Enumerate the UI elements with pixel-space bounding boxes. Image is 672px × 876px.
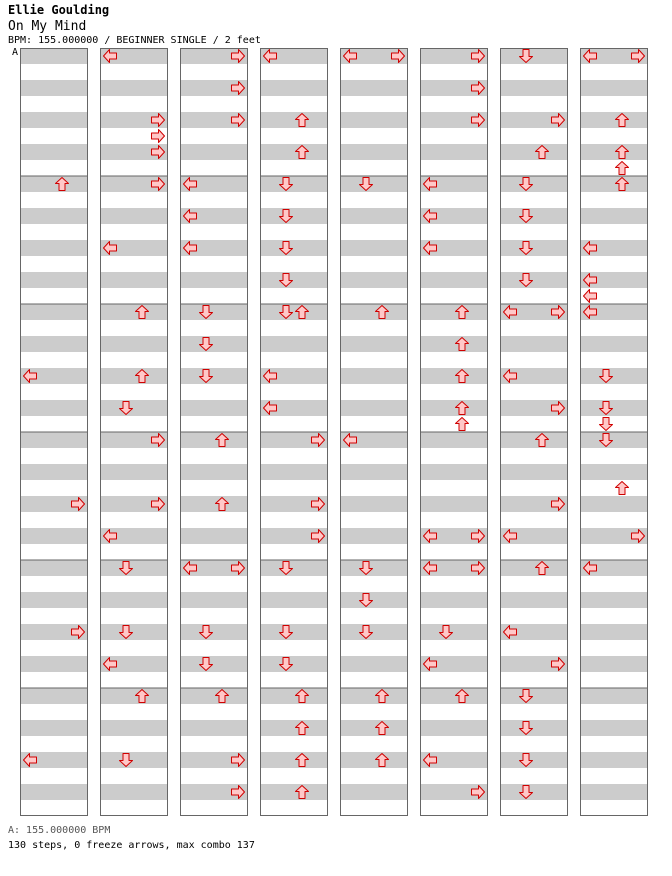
beat-stripe: [340, 400, 408, 416]
beat-stripe: [420, 688, 488, 704]
beat-stripe: [580, 496, 648, 512]
beat-stripe: [420, 400, 488, 416]
beat-stripe: [420, 144, 488, 160]
beat-stripe: [260, 80, 328, 96]
beat-stripe: [100, 624, 168, 640]
beat-stripe: [420, 592, 488, 608]
chart-column: [580, 48, 648, 816]
beat-stripe: [100, 752, 168, 768]
beat-stripe: [500, 592, 568, 608]
beat-stripe: [100, 464, 168, 480]
chart-column: [500, 48, 568, 816]
beat-stripe: [580, 208, 648, 224]
beat-stripe: [260, 240, 328, 256]
beat-stripe: [500, 176, 568, 192]
beat-stripe: [180, 272, 248, 288]
beat-stripe: [340, 624, 408, 640]
beat-stripe: [580, 336, 648, 352]
beat-stripe: [260, 560, 328, 576]
beat-stripe: [100, 688, 168, 704]
beat-stripe: [260, 720, 328, 736]
arrow-right-icon: [152, 130, 165, 143]
beat-stripe: [180, 336, 248, 352]
beat-stripe: [20, 272, 88, 288]
beat-stripe: [580, 688, 648, 704]
beat-stripe: [420, 336, 488, 352]
beat-stripe: [20, 560, 88, 576]
beat-stripe: [580, 432, 648, 448]
beat-stripe: [100, 80, 168, 96]
beat-stripe: [340, 144, 408, 160]
beat-stripe: [340, 176, 408, 192]
beat-stripe: [20, 304, 88, 320]
beat-stripe: [180, 720, 248, 736]
beat-stripe: [580, 592, 648, 608]
beat-stripe: [20, 48, 88, 64]
beat-stripe: [100, 720, 168, 736]
beat-stripe: [260, 208, 328, 224]
beat-stripe: [20, 240, 88, 256]
beat-stripe: [260, 784, 328, 800]
beat-stripe: [340, 240, 408, 256]
beat-stripe: [260, 272, 328, 288]
beat-stripe: [500, 720, 568, 736]
beat-stripe: [340, 560, 408, 576]
beat-stripe: [20, 528, 88, 544]
beat-stripe: [340, 752, 408, 768]
beat-stripe: [180, 464, 248, 480]
arrow-down-icon: [600, 418, 613, 431]
beat-stripe: [260, 752, 328, 768]
beat-stripe: [340, 112, 408, 128]
beat-stripe: [20, 432, 88, 448]
beat-stripe: [20, 688, 88, 704]
beat-stripe: [420, 272, 488, 288]
beat-stripe: [180, 592, 248, 608]
beat-stripe: [180, 304, 248, 320]
beat-stripe: [100, 400, 168, 416]
beat-stripe: [260, 336, 328, 352]
beat-stripe: [580, 624, 648, 640]
beat-stripe: [260, 592, 328, 608]
chart-column: [100, 48, 168, 816]
beat-stripe: [580, 720, 648, 736]
chart-column: [20, 48, 88, 816]
arrow-left-icon: [584, 290, 597, 303]
beat-stripe: [260, 176, 328, 192]
arrow-up-icon: [616, 482, 629, 495]
beat-stripe: [580, 144, 648, 160]
beat-stripe: [500, 464, 568, 480]
beat-stripe: [260, 464, 328, 480]
beat-stripe: [500, 144, 568, 160]
beat-stripe: [100, 784, 168, 800]
beat-stripe: [180, 656, 248, 672]
beat-stripe: [500, 240, 568, 256]
beat-stripe: [500, 560, 568, 576]
beat-stripe: [260, 304, 328, 320]
beat-stripe: [20, 720, 88, 736]
beat-stripe: [340, 528, 408, 544]
beat-stripe: [580, 656, 648, 672]
beat-stripe: [100, 208, 168, 224]
beat-stripe: [580, 368, 648, 384]
beat-stripe: [420, 624, 488, 640]
beat-stripe: [340, 720, 408, 736]
beat-stripe: [340, 336, 408, 352]
beat-stripe: [580, 784, 648, 800]
footer-bpm: A: 155.000000 BPM: [8, 825, 111, 836]
song-artist: Ellie Goulding: [8, 3, 110, 17]
beat-stripe: [100, 304, 168, 320]
beat-stripe: [260, 144, 328, 160]
beat-stripe: [580, 176, 648, 192]
beat-stripe: [580, 464, 648, 480]
beat-stripe: [100, 560, 168, 576]
song-title: On My Mind: [8, 19, 87, 34]
beat-stripe: [20, 656, 88, 672]
beat-stripe: [580, 112, 648, 128]
bpm-marker-label: A: [12, 47, 19, 58]
chart-info: BPM: 155.000000 / BEGINNER SINGLE / 2 feet: [8, 35, 261, 46]
beat-stripe: [260, 112, 328, 128]
beat-stripe: [20, 80, 88, 96]
beat-stripe: [20, 112, 88, 128]
beat-stripe: [340, 784, 408, 800]
beat-stripe: [20, 144, 88, 160]
beat-stripe: [580, 400, 648, 416]
beat-stripe: [20, 464, 88, 480]
beat-stripe: [580, 80, 648, 96]
beat-stripe: [420, 432, 488, 448]
chart-column: [340, 48, 408, 816]
beat-stripe: [100, 336, 168, 352]
chart-column: [260, 48, 328, 816]
beat-stripe: [100, 368, 168, 384]
beat-stripe: [340, 208, 408, 224]
beat-stripe: [340, 464, 408, 480]
beat-stripe: [340, 368, 408, 384]
chart-column: [180, 48, 248, 816]
arrow-up-icon: [456, 418, 469, 431]
beat-stripe: [100, 592, 168, 608]
beat-stripe: [180, 400, 248, 416]
beat-stripe: [500, 752, 568, 768]
beat-stripe: [180, 368, 248, 384]
beat-stripe: [500, 336, 568, 352]
beat-stripe: [180, 432, 248, 448]
beat-stripe: [20, 400, 88, 416]
beat-stripe: [340, 80, 408, 96]
beat-stripe: [500, 48, 568, 64]
beat-stripe: [500, 688, 568, 704]
beat-stripe: [500, 208, 568, 224]
beat-stripe: [340, 272, 408, 288]
beat-stripe: [340, 304, 408, 320]
beat-stripe: [500, 80, 568, 96]
beat-stripe: [180, 496, 248, 512]
beat-stripe: [420, 464, 488, 480]
beat-stripe: [340, 656, 408, 672]
beat-stripe: [180, 624, 248, 640]
beat-stripe: [260, 656, 328, 672]
beat-stripe: [420, 304, 488, 320]
beat-stripe: [500, 432, 568, 448]
beat-stripe: [100, 272, 168, 288]
beat-stripe: [340, 592, 408, 608]
beat-stripe: [20, 784, 88, 800]
arrow-up-icon: [616, 162, 629, 175]
chart-column: [420, 48, 488, 816]
beat-stripe: [180, 144, 248, 160]
beat-stripe: [260, 624, 328, 640]
beat-stripe: [20, 592, 88, 608]
footer-stats: 130 steps, 0 freeze arrows, max combo 137: [8, 840, 255, 851]
beat-stripe: [500, 784, 568, 800]
beat-stripe: [20, 176, 88, 192]
beat-stripe: [420, 720, 488, 736]
beat-stripe: [500, 272, 568, 288]
beat-stripe: [420, 368, 488, 384]
beat-stripe: [340, 496, 408, 512]
beat-stripe: [20, 208, 88, 224]
beat-stripe: [180, 528, 248, 544]
beat-stripe: [260, 688, 328, 704]
beat-stripe: [580, 752, 648, 768]
beat-stripe: [180, 688, 248, 704]
beat-stripe: [420, 496, 488, 512]
beat-stripe: [20, 336, 88, 352]
beat-stripe: [340, 688, 408, 704]
